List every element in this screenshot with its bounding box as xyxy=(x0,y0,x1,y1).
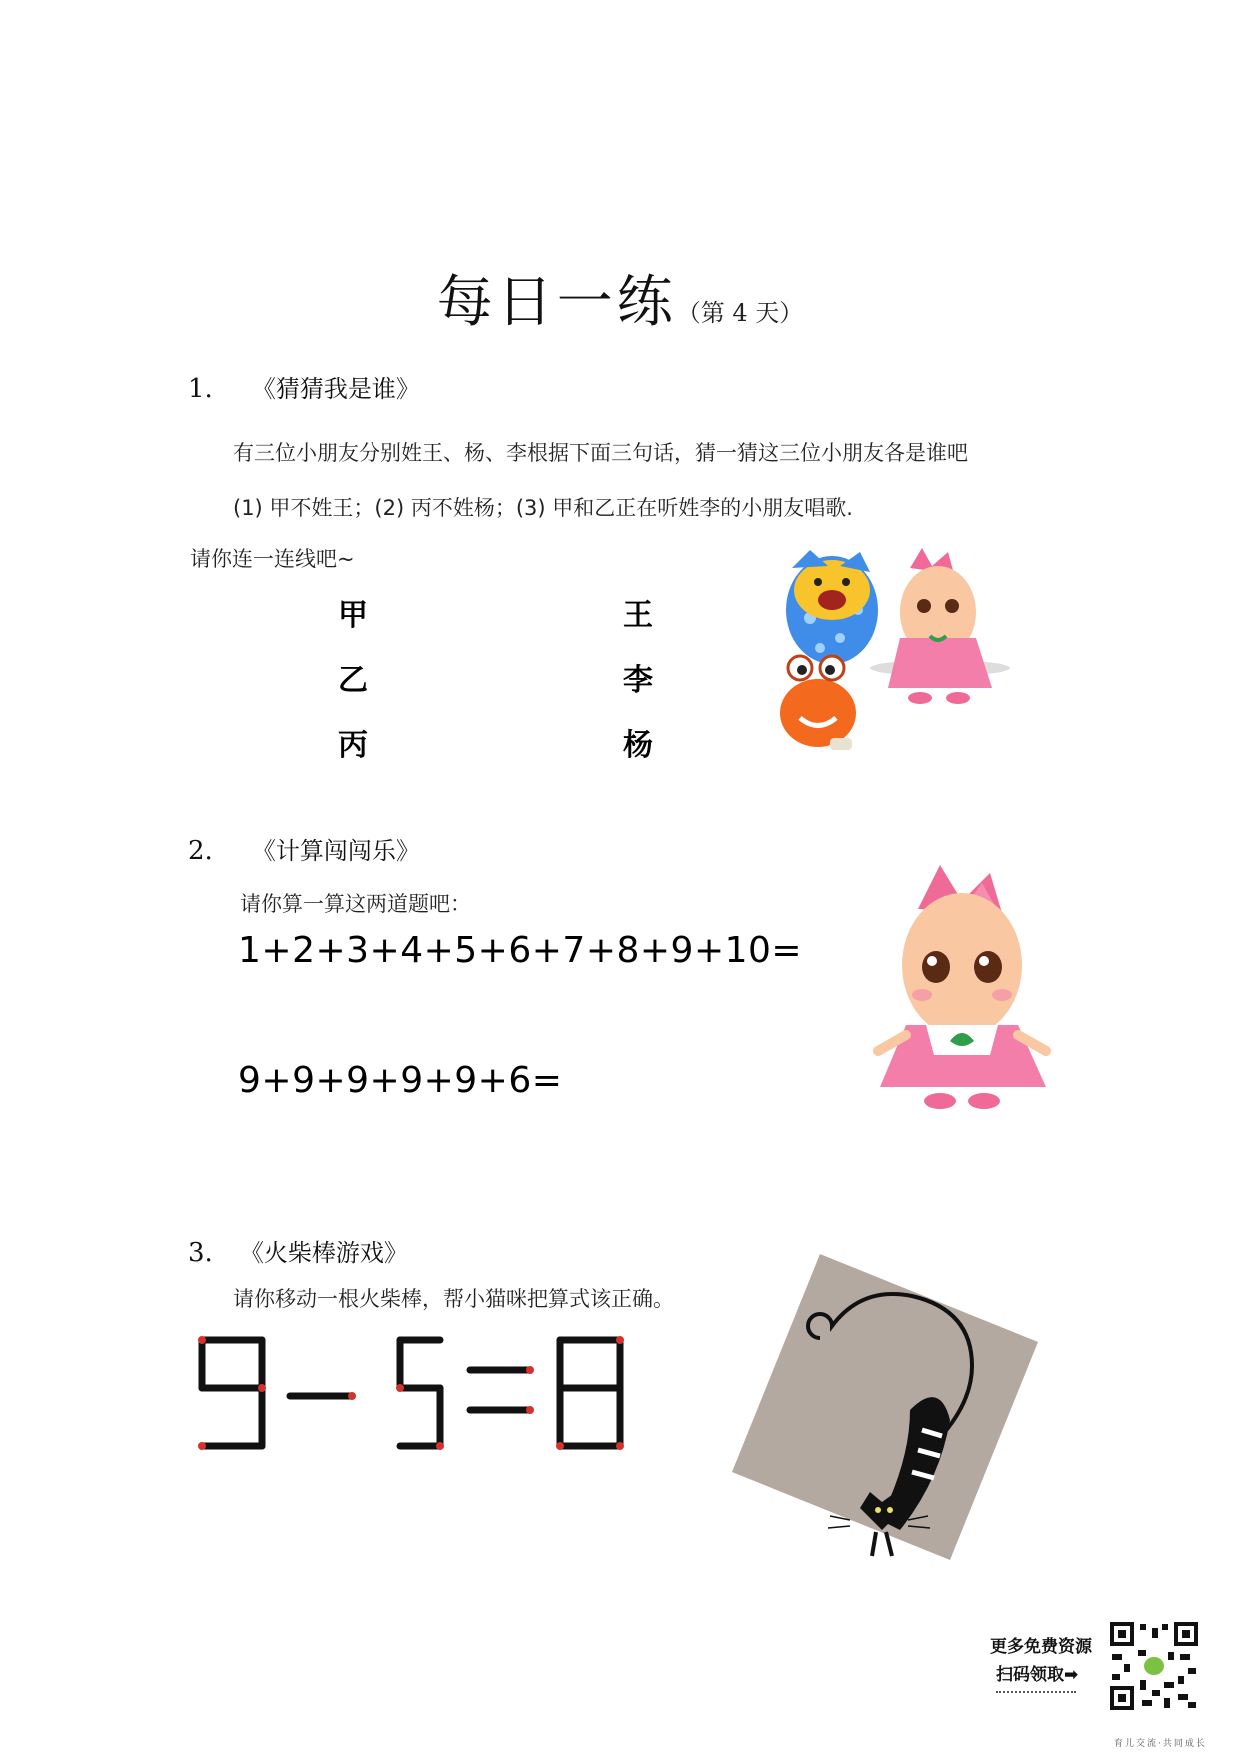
black-cat-illustration xyxy=(700,1240,1050,1570)
section-1-title: 《猜猜我是谁》 xyxy=(251,375,420,403)
section-2-instruction: 请你算一算这两道题吧： xyxy=(240,892,471,916)
equation-1: 1+2+3+4+5+6+7+8+9+10= xyxy=(238,930,803,971)
pink-girl-character xyxy=(888,548,992,704)
section-2-title: 《计算闯闯乐》 xyxy=(251,837,420,865)
promo-line-2[interactable]: 扫码领取➡ xyxy=(996,1665,1079,1685)
section-3-heading xyxy=(188,1233,408,1268)
title-main: 每日一练 xyxy=(436,270,677,335)
section-1-clues: (1) 甲不姓王；(2) 丙不姓杨；(3) 甲和乙正在听姓李的小朋友唱歌. xyxy=(233,496,853,520)
section-3-instruction: 请你移动一根火柴棒，帮小猫咪把算式该正确。 xyxy=(233,1287,674,1311)
section-1-instruction: 请你连一连线吧~ xyxy=(190,547,355,571)
section-1-heading xyxy=(188,369,420,404)
left-item[interactable]: 丙 xyxy=(338,728,368,763)
blue-egg-character xyxy=(786,550,878,664)
page-title xyxy=(0,258,1240,338)
section-3-number: 3. xyxy=(188,1238,213,1268)
left-item[interactable]: 乙 xyxy=(338,663,368,698)
section-3-title: 《火柴棒游戏》 xyxy=(239,1239,408,1267)
section-2-number: 2. xyxy=(188,836,213,866)
pink-girl-illustration xyxy=(870,865,1060,1115)
promo-line-1: 更多免费资源 xyxy=(990,1637,1092,1657)
section-1-intro: 有三位小朋友分别姓王、杨、李根据下面三句话，猜一猜这三位小朋友各是谁吧 xyxy=(233,441,968,465)
cartoon-friends-illustration xyxy=(770,548,1020,768)
left-item[interactable]: 甲 xyxy=(338,598,368,633)
matchstick-equation[interactable] xyxy=(190,1330,640,1470)
right-item[interactable]: 杨 xyxy=(623,728,653,763)
qr-code-image[interactable] xyxy=(1108,1620,1200,1712)
section-2-heading xyxy=(188,831,420,866)
section-1-number: 1. xyxy=(188,374,213,404)
promo-divider xyxy=(996,1691,1076,1693)
equation-2: 9+9+9+9+9+6= xyxy=(238,1060,563,1101)
right-item[interactable]: 李 xyxy=(623,663,653,698)
title-day: （第 4 天） xyxy=(676,299,804,327)
qr-caption: 育儿交流·共同成长 xyxy=(1114,1739,1207,1749)
right-item[interactable]: 王 xyxy=(623,598,653,633)
orange-crab-character xyxy=(780,656,856,750)
